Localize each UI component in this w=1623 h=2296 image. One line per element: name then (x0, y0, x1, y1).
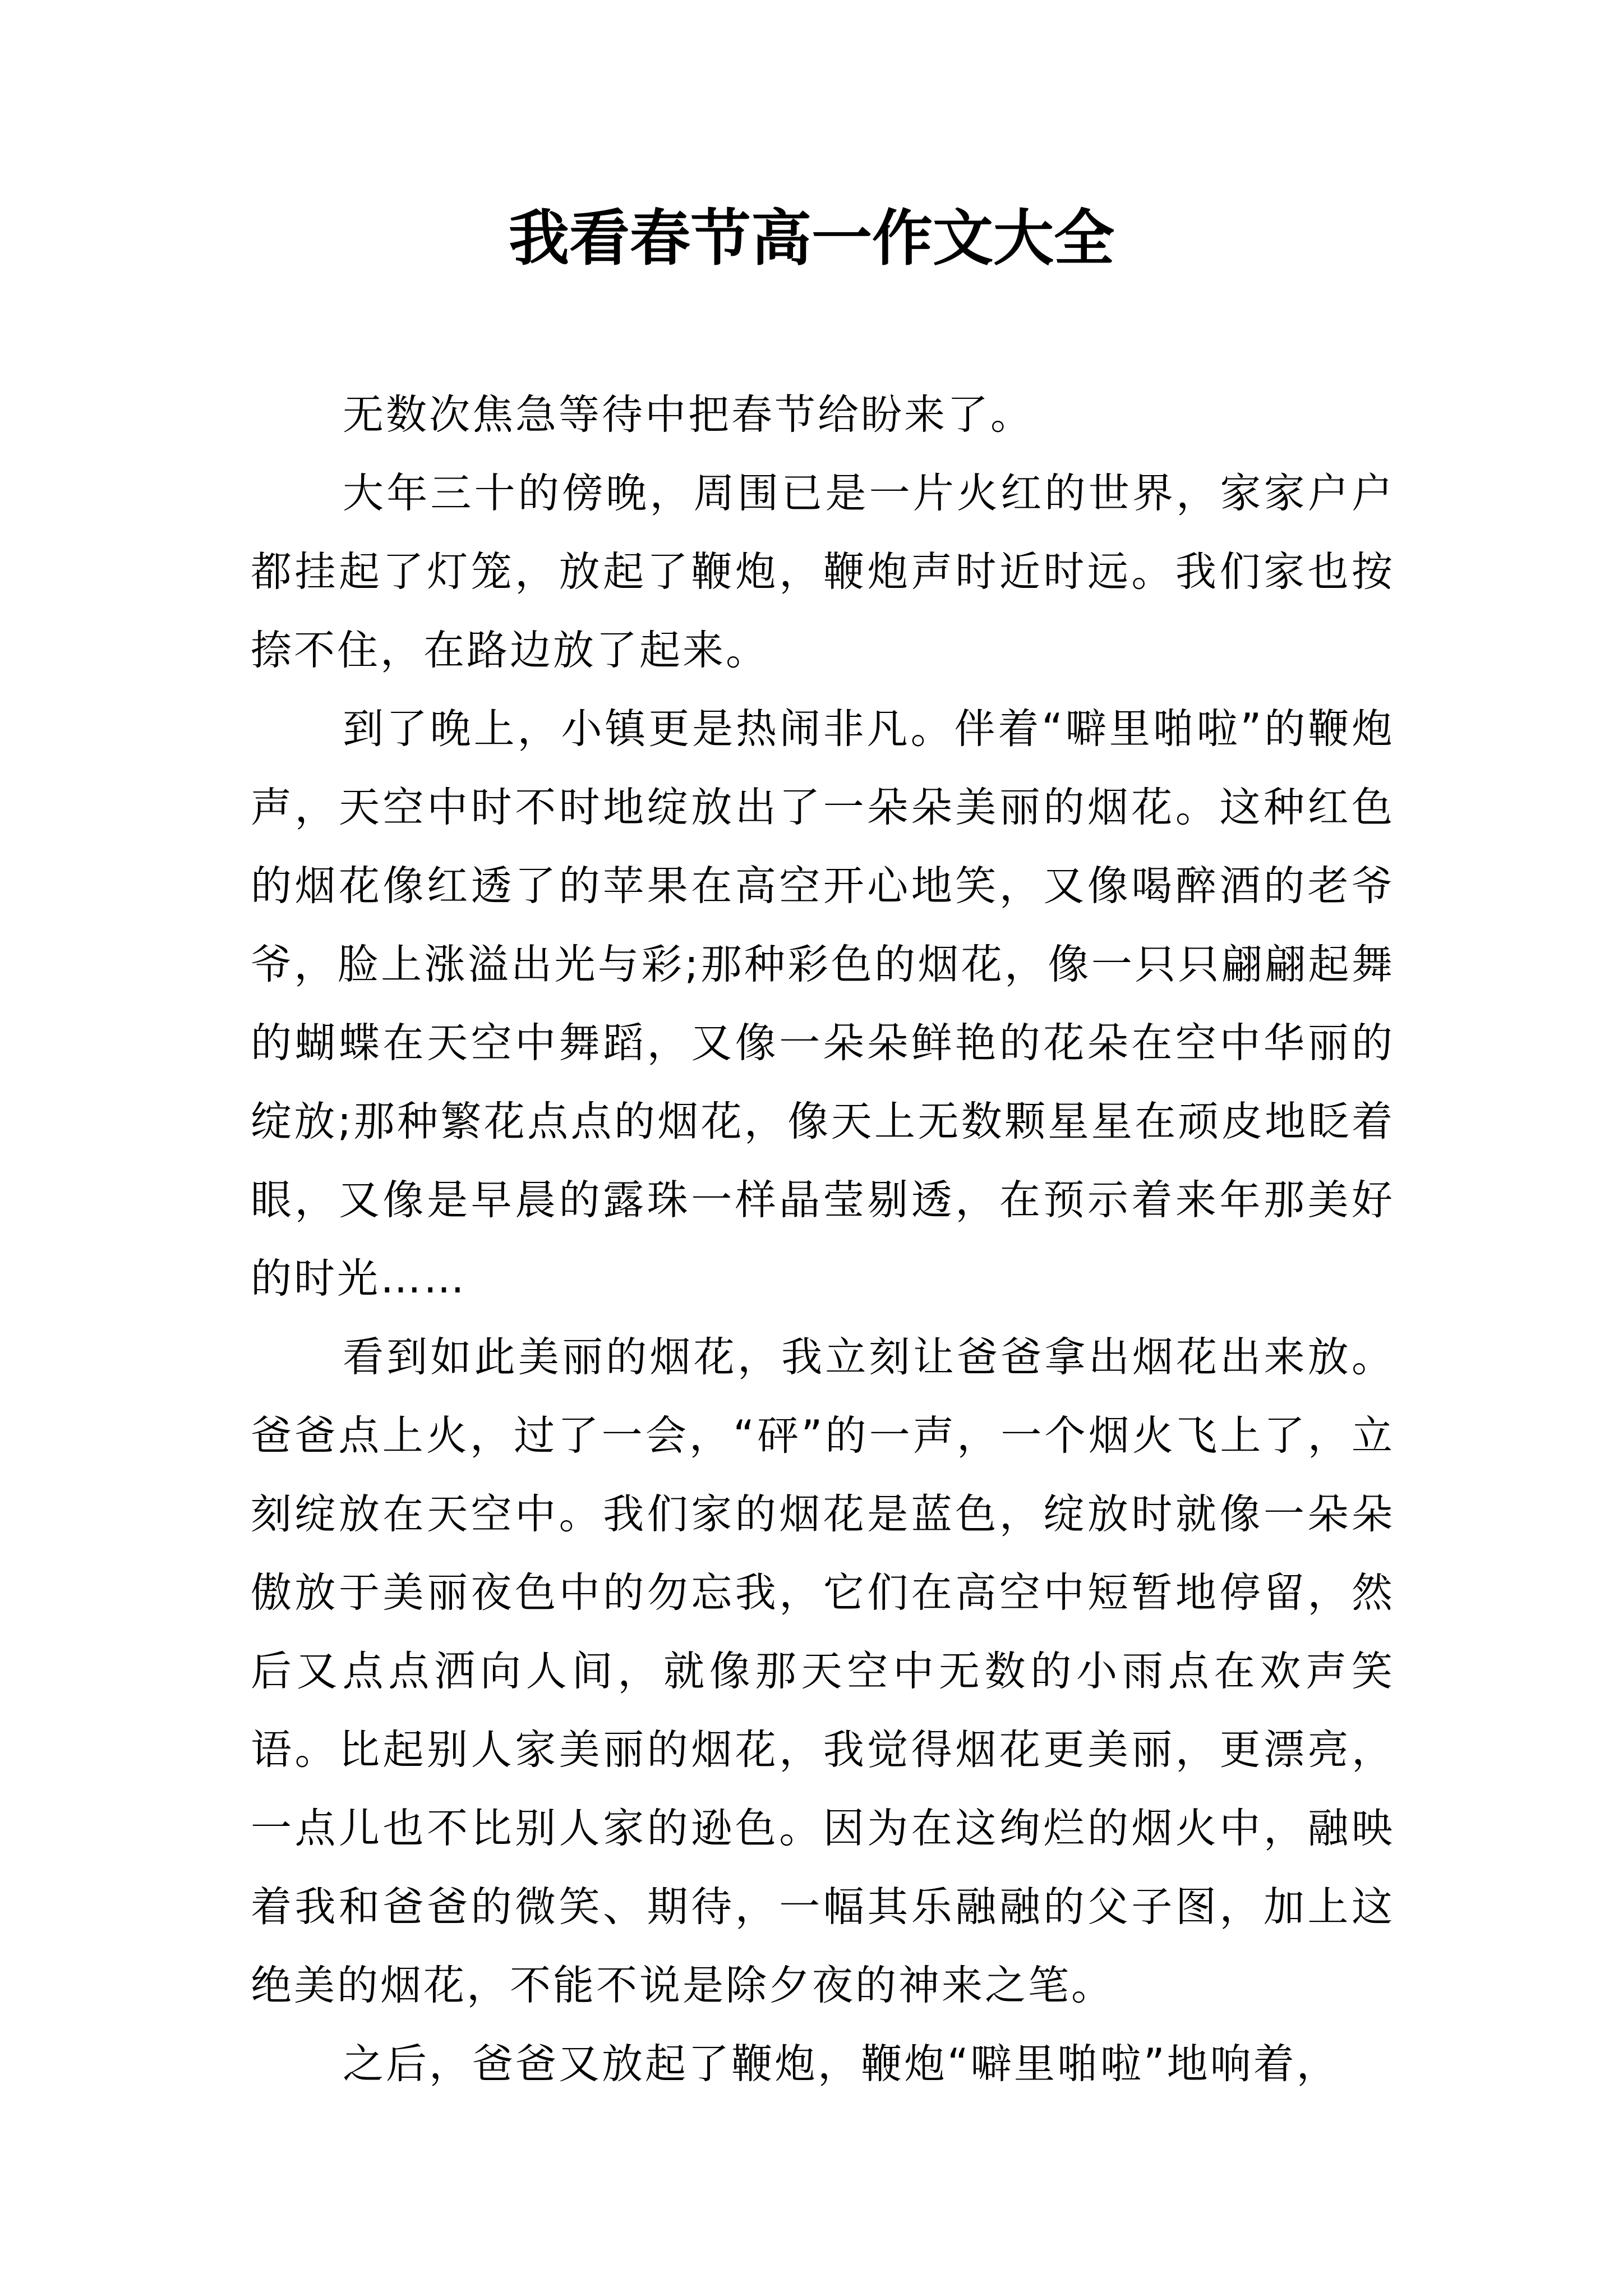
paragraph: 大年三十的傍晚，周围已是一片火红的世界，家家户户都挂起了灯笼，放起了鞭炮，鞭炮声时近时远。我们家也按捺不住，在路边放了起来。 (251, 470, 1395, 674)
page-title: 我看春节高一作文大全 (508, 203, 1114, 274)
paragraph: 无数次焦急等待中把春节给盼来了。 (343, 391, 1034, 439)
paragraph: 看到如此美丽的烟花，我立刻让爸爸拿出烟花出来放。爸爸点上火，过了一会，“砰”的一声，一个烟火飞上了，立刻绽放在天空中。我们家的烟花是蓝色，绽放时就像一朵朵傲放于美丽夜色中的勿忘我，它们在高空中短暂地停留，然后又点点洒向人间，就像那天空中无数的小雨点在欢声笑语。比起别人家美丽的烟花，我觉得烟花更美丽，更漂亮，一点儿也不比别人家的逊色。因为在这绚烂的烟火中，融映着我和爸爸的微笑、期待，一幅其乐融融的父子图，加上这绝美的烟花，不能不说是除夕夜的神来之笔。 (251, 1333, 1395, 2009)
essay-body (251, 376, 1395, 2104)
paragraph: 之后，爸爸又放起了鞭炮，鞭炮“噼里啪啦”地响着， (343, 2040, 1340, 2088)
paragraph: 到了晚上，小镇更是热闹非凡。伴着“噼里啪啦”的鞭炮声，天空中时不时地绽放出了一朵朵美丽的烟花。这种红色的烟花像红透了的苹果在高空开心地笑，又像喝醉酒的老爷爷，脸上涨溢出光与彩;那种彩色的烟花，像一只只翩翩起舞的蝴蝶在天空中舞蹈，又像一朵朵鲜艳的花朵在空中华丽的绽放;那种繁花点点的烟花，像天上无数颗星星在顽皮地眨着眼，又像是早晨的露珠一样晶莹剔透，在预示着来年那美好的时光…… (251, 705, 1395, 1303)
